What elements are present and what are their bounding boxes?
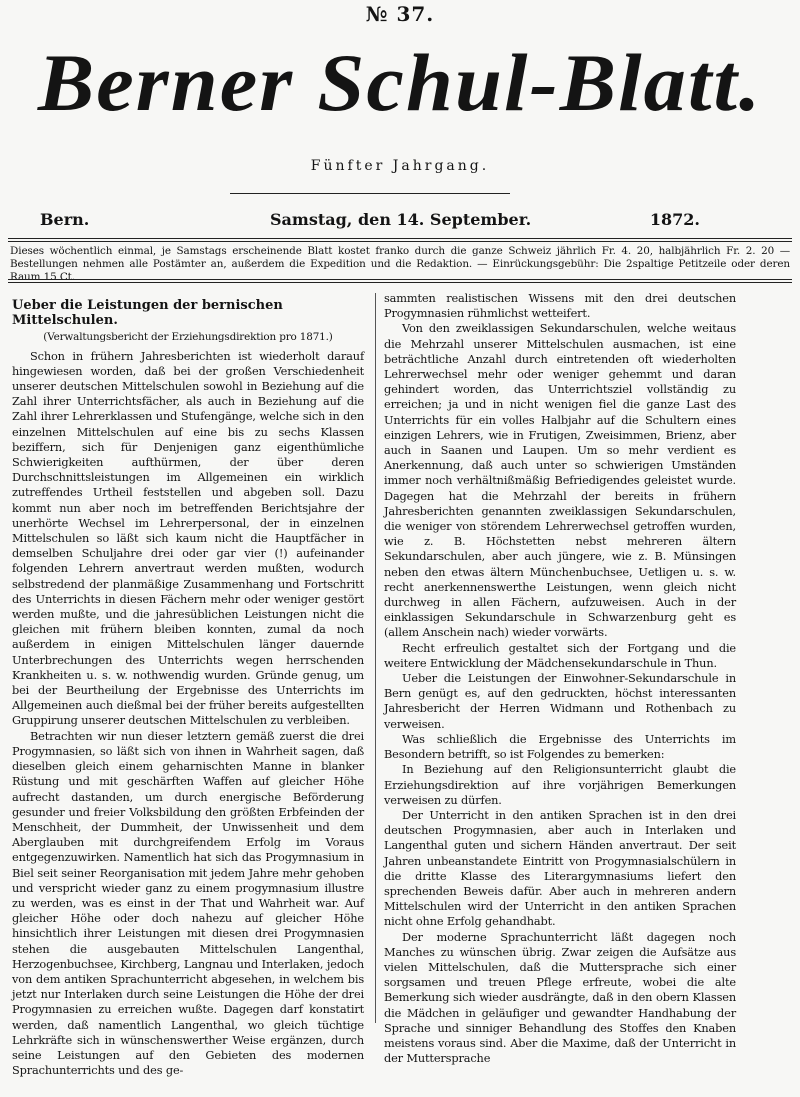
article-source: (Verwaltungsbericht der Erziehungsdirektion pro 1871.) xyxy=(43,331,333,344)
left-column xyxy=(12,298,364,1078)
masthead-title: Berner Schul-Blatt. xyxy=(37,37,763,128)
dateline-date: Samstag, den 14. September. xyxy=(270,210,532,229)
paragraph: Was schließlich die Ergebnisse des Unterrichts im Besondern betrifft, so ist Folgendes zu bemerken: xyxy=(384,731,736,762)
article-title: Ueber die Leistungen der bernischen Mittelschulen. xyxy=(12,298,283,329)
column-divider xyxy=(375,293,376,1023)
paragraph: Der moderne Sprachunterricht läßt dagegen noch Manches zu wünschen übrig. Zwar zeigen die Aufsätze aus vielen Mittelschulen, daß die Muttersprache sich einer sorgsamen und treuen Pflege erfreute, wobei die alte Bemerkung sich wieder ausdrängte, daß in den obern Klassen die Mädchen in geläufiger und gewandter Handhabung der Sprache und sinniger Behandlung des Stoffes den Knaben meistens voraus sind. Aber die Maxime, daß der Unterricht in der Muttersprache xyxy=(384,929,736,1066)
paragraph: In Beziehung auf den Religionsunterricht glaubt die Erziehungsdirektion auf ihre vorjährigen Bemerkungen verweisen zu dürfen. xyxy=(384,762,736,807)
title-rule xyxy=(230,193,510,194)
paragraph: Betrachten wir nun dieser letztern gemäß zuerst die drei Progymnasien, so läßt sich von ihnen in Wahrheit sagen, daß dieselben gleich einem geharnischten Manne in blanker Rüstung und mit geschärften Waffen auf gleicher Höhe aufrecht dastanden, um durch energische Beförderung gesunder und freier Volksbildung den größten Erbfeinden der Menschheit, der Dummheit, der Unwissenheit und dem Aberglauben mit durchgreifendem Erfolg im Voraus entgegenzuwirken. Namentlich hat sich das Progymnasium in Biel seit seiner Reorganisation mit jedem Jahre mehr gehoben und verspricht wieder ganz zu einem progymnasium illustre zu werden, was es einst in der That und Wahrheit war. Auf gleicher Höhe oder doch nahezu auf gleicher Höhe hinsichtlich ihrer Leistungen mit diesen drei Progymnasien stehen die ausgebauten Mittelschulen Langenthal, Herzogenbuchsee, Kirchberg, Langnau und Interlaken, jedoch von dem antiken Sprachunterricht abgesehen, in welchem bis jetzt nur Interlaken durch seine Leistungen die Höhe der drei Progymnasien zu erreichen wußte. Dagegen darf konstatirt werden, daß namentlich Langenthal, wo gleich tüchtige Lehrkräfte sich in wünschenswerther Weise ergänzen, durch seine Leistungen auf den Gebieten des modernen Sprachunterrichts und des ge- xyxy=(12,728,364,1078)
rule-bottom xyxy=(8,279,792,280)
dateline-place: Bern. xyxy=(40,210,90,229)
rule-top-inner xyxy=(8,241,792,242)
subtitle: Fünfter Jahrgang. xyxy=(310,158,490,174)
paragraph-continuation: sammten realistischen Wissens mit den drei deutschen Progymnasien rühmlichst wetteifert. xyxy=(384,291,736,321)
issue-number: № 37. xyxy=(365,2,435,26)
paragraph: Schon in frühern Jahresberichten ist wiederholt darauf hingewiesen worden, daß bei der großen Verschiedenheit unserer deutschen Mittelschulen sowohl in Beziehung auf die Zahl ihrer Unterrichtsfächer, als auch in Beziehung auf die Zahl ihrer Lehrerklassen und Stufengänge, welche sich in den einzelnen Mittelschulen auf eine bis zu sechs Klassen beziffern, sich für Denjenigen ganz eigenthümliche Schwierigkeiten aufthürmen, der über deren Durchschnittsleistungen im Allgemeinen ein wirklich zutreffendes Urtheil feststellen und abgeben soll. Dazu kommt nun aber noch im betreffenden Berichtsjahre der unerhörte Wechsel im Lehrerpersonal, der in einzelnen Mittelschulen so läßt sich kaum nicht die Hauptfächer in demselben Schuljahre drei oder gar vier (!) aufeinander folgenden Lehrern anvertraut werden mußten, wodurch selbstredend der planmäßige Zusammenhang und Fortschritt des Unterrichts in diesen Fächern mehr oder weniger gestört werden mußte, und die jahresüblichen Leistungen nicht die gleichen mit frühern bleiben konnten, zumal da noch außerdem in einigen Mittelschulen länger dauernde Unterbrechungen des Unterrichts wegen herrschenden Krankheiten u. s. w. nothwendig wurden. Gründe genug, um bei der Beurtheilung der Ergebnisse des Unterrichts im Allgemeinen auch dießmal bei der früher bereits aufgestellten Gruppirung unserer deutschen Mittelschulen zu verbleiben. xyxy=(12,348,364,728)
subscription-notice: Dieses wöchentlich einmal, je Samstags erscheinende Blatt kostet franko durch die ganze Schweiz jährlich Fr. 4. 20, halbjährlich Fr. 2. 20 — Bestellungen nehmen alle Postämter an, außerdem die Expedition und die Redaktion. — Einrückungsgebühr: Die 2spaltige Petitzeile oder deren Raum 15 Ct. xyxy=(10,245,790,283)
paragraph: Recht erfreulich gestaltet sich der Fortgang und die weitere Entwicklung der Mädchensekundarschule in Thun. xyxy=(384,640,736,670)
dateline-year: 1872. xyxy=(649,210,700,229)
rule-top xyxy=(8,238,792,239)
paragraph: Ueber die Leistungen der Einwohner-Sekundarschule in Bern genügt es, auf den gedruckten, höchst interessanten Jahresbericht der Herren Widmann und Rothenbach zu verweisen. xyxy=(384,671,736,731)
paragraph: Der Unterricht in den antiken Sprachen ist in den drei deutschen Progymnasien, aber auch in Interlaken und Langenthal guten und sichern Händen anvertraut. Der seit Jahren unbeanstandete Eintritt von Progymnasialschülern in die dritte Klasse des Literargymnasiums liefert den sprechenden Beweis dafür. Aber auch in mehreren andern Mittelschulen wird der Unterricht in den antiken Sprachen nicht ohne Erfolg gehandhabt. xyxy=(384,807,736,929)
dateline xyxy=(40,210,700,234)
paragraph: Von den zweiklassigen Sekundarschulen, welche weitaus die Mehrzahl unserer Mittelschulen ausmachen, ist eine beträchtliche Anzahl durch eintretenden oft wiederholten Lehrerwechsel mehr oder weniger gehemmt und daran gehindert worden, das Unterrichtsziel vollständig zu erreichen; ja und in nicht wenigen fiel die ganze Last des Unterrichts für ein volles Halbjahr auf die Schultern eines einzigen Lehrers, wie in Frutigen, Zweisimmen, Brienz, aber auch in Saanen und Laupen. Um so mehr verdient es Anerkennung, daß auch unter so schwierigen Umständen immer noch verhältnißmäßig Befriedigendes geleistet wurde. Dagegen hat die Mehrzahl der bereits in frühern Jahresberichten genannten zweiklassigen Sekundarschulen, die weniger von störendem Lehrerwechsel getroffen wurden, wie z. B. Höchstetten nebst mehreren ältern Sekundarschulen, aber auch jüngere, wie z. B. Münsingen neben den etwas ältern Münchenbuchsee, Uetligen u. s. w. recht anerkennenswerthe Leistungen, wenn gleich nicht durchweg in allen Fächern, aufzuweisen. Auch in der einklassigen Sekundarschule in Schwarzenburg geht es (allem Anschein nach) wieder vorwärts. xyxy=(384,321,736,640)
right-column xyxy=(384,291,736,1066)
rule-bottom-inner xyxy=(8,282,792,283)
